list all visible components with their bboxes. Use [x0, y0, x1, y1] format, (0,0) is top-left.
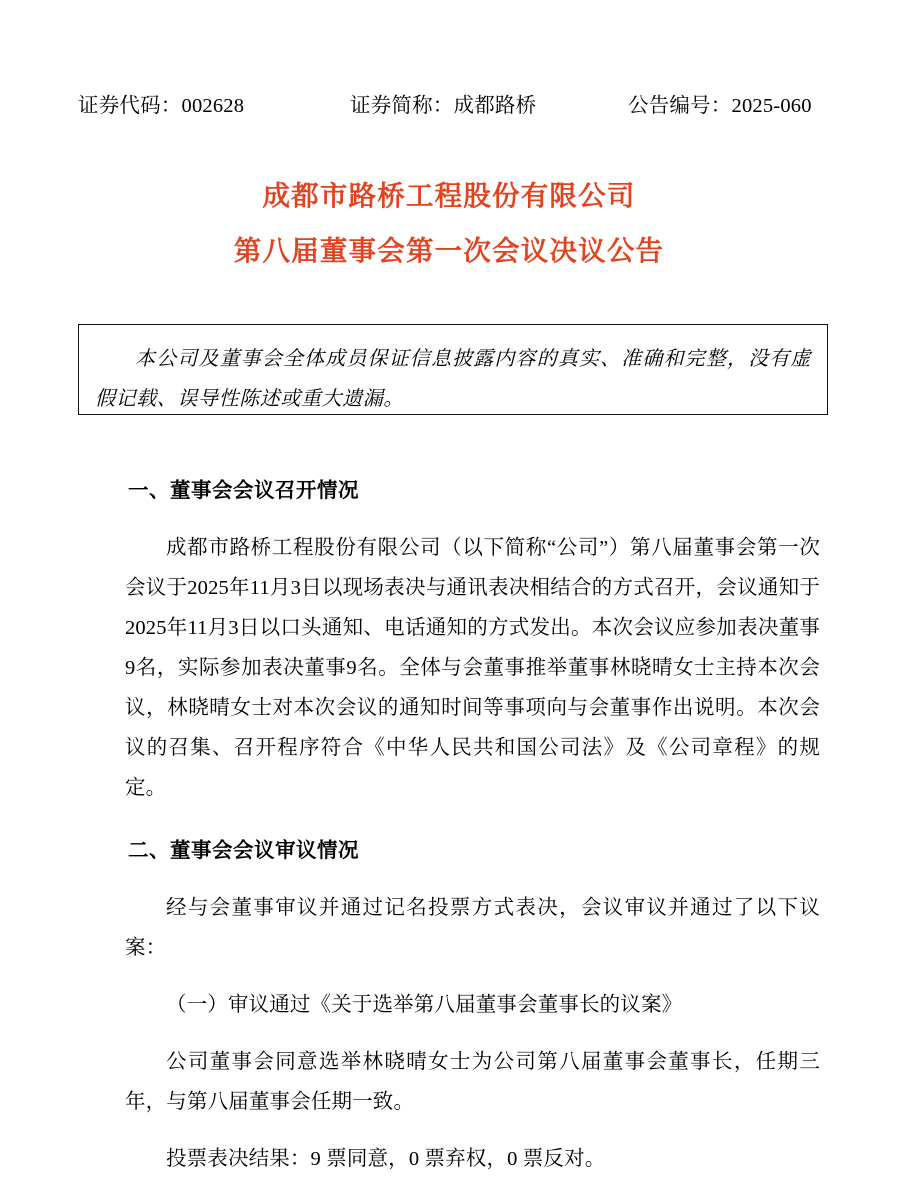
voting-result-chairman-election: 投票表决结果：9 票同意，0 票弃权，0 票反对。	[166, 1148, 606, 1170]
document-header-row	[78, 88, 820, 122]
title-line-company: 成都市路桥工程股份有限公司	[262, 180, 636, 211]
disclaimer-text: 本公司及董事会全体成员保证信息披露内容的真实、准确和完整，没有虚假记载、误导性陈述或重大遗漏。	[95, 348, 811, 410]
proposal-item-chairman-election: （一）审议通过《关于选举第八届董事会董事长的议案》	[166, 994, 683, 1016]
paragraph-chairman-election-detail: 公司董事会同意选举林晓晴女士为公司第八届董事会董事长，任期三年，与第八届董事会任期一致。	[125, 1051, 820, 1113]
section-heading-meeting-convening: 一、董事会会议召开情况	[128, 479, 359, 502]
security-short-name: 证券简称：成都路桥	[350, 95, 537, 117]
disclaimer-box	[78, 324, 828, 415]
paragraph-deliberation-intro: 经与会董事审议并通过记名投票方式表决，会议审议并通过了以下议案：	[125, 897, 820, 959]
paragraph-meeting-convening: 成都市路桥工程股份有限公司（以下简称“公司”）第八届董事会第一次会议于2025年11月3日以现场表决与通讯表决相结合的方式召开，会议通知于2025年11月3日以口头通知、电话通知的方式发出。本次会议应参加表决董事9名，实际参加表决董事9名。全体与会董事推举董事林晓晴女士主持本次会议，林晓晴女士对本次会议的通知时间等事项向与会董事作出说明。本次会议的召集、召开程序符合《中华人民共和国公司法》及《公司章程》的规定。	[125, 537, 820, 799]
page-title	[0, 168, 898, 278]
document-body	[125, 470, 820, 1196]
title-line-subject: 第八届董事会第一次会议决议公告	[233, 235, 665, 266]
announcement-number: 公告编号：2025-060	[628, 95, 812, 117]
security-code: 证券代码：002628	[78, 95, 245, 117]
section-heading-meeting-deliberation: 二、董事会会议审议情况	[128, 839, 359, 862]
